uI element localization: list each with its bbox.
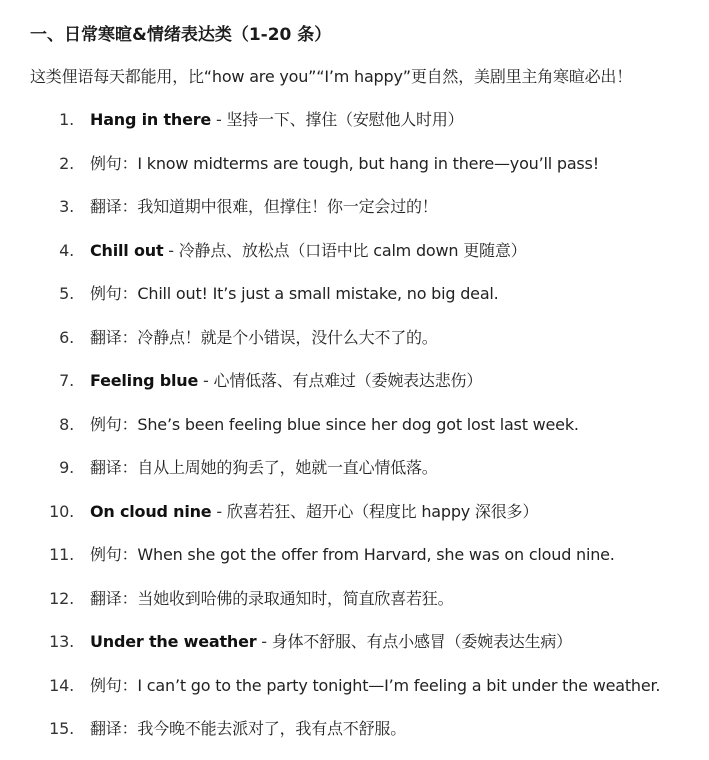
item-text: 身体不舒服、有点小感冒（委婉表达生病） bbox=[271, 632, 572, 651]
item-body bbox=[90, 233, 526, 269]
item-body bbox=[90, 494, 538, 530]
item-number: 7. bbox=[59, 371, 74, 390]
item-number: 11. bbox=[49, 545, 74, 564]
item-body bbox=[90, 102, 463, 138]
slang-term: Feeling blue bbox=[90, 371, 199, 390]
list-item bbox=[0, 537, 709, 581]
slang-term: Chill out bbox=[90, 240, 164, 260]
list-item bbox=[0, 146, 709, 190]
intro-paragraph: 这类俚语每天都能用，比“how are you”“I’m happy”更自然，美剧里主角寒暄必出！ bbox=[30, 67, 633, 86]
list-item bbox=[0, 450, 709, 494]
item-number: 14. bbox=[49, 675, 74, 695]
item-body bbox=[90, 407, 579, 443]
item-body bbox=[90, 146, 599, 182]
item-text: 翻译：自从上周她的狗丢了，她就一直心情低落。 bbox=[90, 458, 438, 477]
item-text: 坚持一下、撑住（安慰他人时用） bbox=[226, 110, 464, 129]
item-number: 8. bbox=[59, 414, 74, 434]
item-body bbox=[90, 320, 438, 356]
item-body bbox=[90, 450, 438, 486]
item-number: 9. bbox=[59, 458, 74, 477]
item-body bbox=[90, 624, 572, 660]
item-text: 翻译：我今晚不能去派对了，我有点不舒服。 bbox=[90, 719, 407, 738]
item-body bbox=[90, 581, 453, 617]
item-body bbox=[90, 711, 406, 747]
list-item bbox=[0, 363, 709, 407]
list-item bbox=[0, 320, 709, 364]
list-item bbox=[0, 711, 709, 755]
list-item bbox=[0, 102, 709, 146]
term-separator: - bbox=[211, 501, 227, 521]
item-body bbox=[90, 668, 660, 704]
list-item bbox=[0, 189, 709, 233]
item-text: 翻译：我知道期中很难，但撑住！你一定会过的！ bbox=[90, 197, 438, 216]
item-number: 10. bbox=[49, 501, 74, 521]
item-body bbox=[90, 537, 615, 573]
item-number: 4. bbox=[59, 240, 74, 260]
list-item bbox=[0, 276, 709, 320]
item-number: 2. bbox=[59, 153, 74, 173]
item-body bbox=[90, 276, 499, 312]
item-text: 翻译：冷静点！就是个小错误，没什么大不了的。 bbox=[90, 327, 438, 347]
slang-term: On cloud nine bbox=[90, 501, 212, 521]
list-item bbox=[0, 581, 709, 625]
item-body bbox=[90, 363, 482, 399]
slang-term: Under the weather bbox=[90, 632, 257, 651]
list-item bbox=[0, 233, 709, 277]
slang-list bbox=[0, 102, 709, 755]
item-text: 例句：She’s been feeling blue since her dog got lost last week. bbox=[90, 414, 579, 434]
item-number: 13. bbox=[49, 632, 74, 651]
item-text: 例句：I know midterms are tough, but hang in there—you’ll pass! bbox=[90, 153, 599, 173]
item-number: 12. bbox=[49, 588, 74, 608]
item-number: 1. bbox=[59, 110, 74, 129]
list-item bbox=[0, 624, 709, 668]
slang-term: Hang in there bbox=[90, 110, 212, 129]
item-text: 欣喜若狂、超开心（程度比 happy 深很多） bbox=[226, 501, 539, 521]
item-text: 冷静点、放松点（口语中比 calm down 更随意） bbox=[178, 240, 527, 260]
list-item bbox=[0, 407, 709, 451]
item-body bbox=[90, 189, 438, 225]
item-number: 6. bbox=[59, 327, 74, 347]
term-separator: - bbox=[198, 371, 214, 390]
item-text: 例句：Chill out! It’s just a small mistake, no big deal. bbox=[90, 284, 499, 303]
item-text: 例句：I can’t go to the party tonight—I’m feeling a bit under the weather. bbox=[90, 675, 661, 695]
term-separator: - bbox=[256, 632, 272, 651]
item-text: 心情低落、有点难过（委婉表达悲伤） bbox=[213, 371, 483, 390]
item-number: 5. bbox=[59, 284, 74, 303]
list-item bbox=[0, 494, 709, 538]
item-number: 15. bbox=[49, 719, 74, 738]
term-separator: - bbox=[163, 240, 179, 260]
item-number: 3. bbox=[59, 197, 74, 216]
item-text: 例句：When she got the offer from Harvard, she was on cloud nine. bbox=[90, 545, 615, 564]
list-item bbox=[0, 668, 709, 712]
item-text: 翻译：当她收到哈佛的录取通知时，简直欣喜若狂。 bbox=[90, 588, 454, 608]
section-heading: 一、日常寒暄&情绪表达类（1-20 条） bbox=[30, 25, 332, 45]
term-separator: - bbox=[211, 110, 227, 129]
